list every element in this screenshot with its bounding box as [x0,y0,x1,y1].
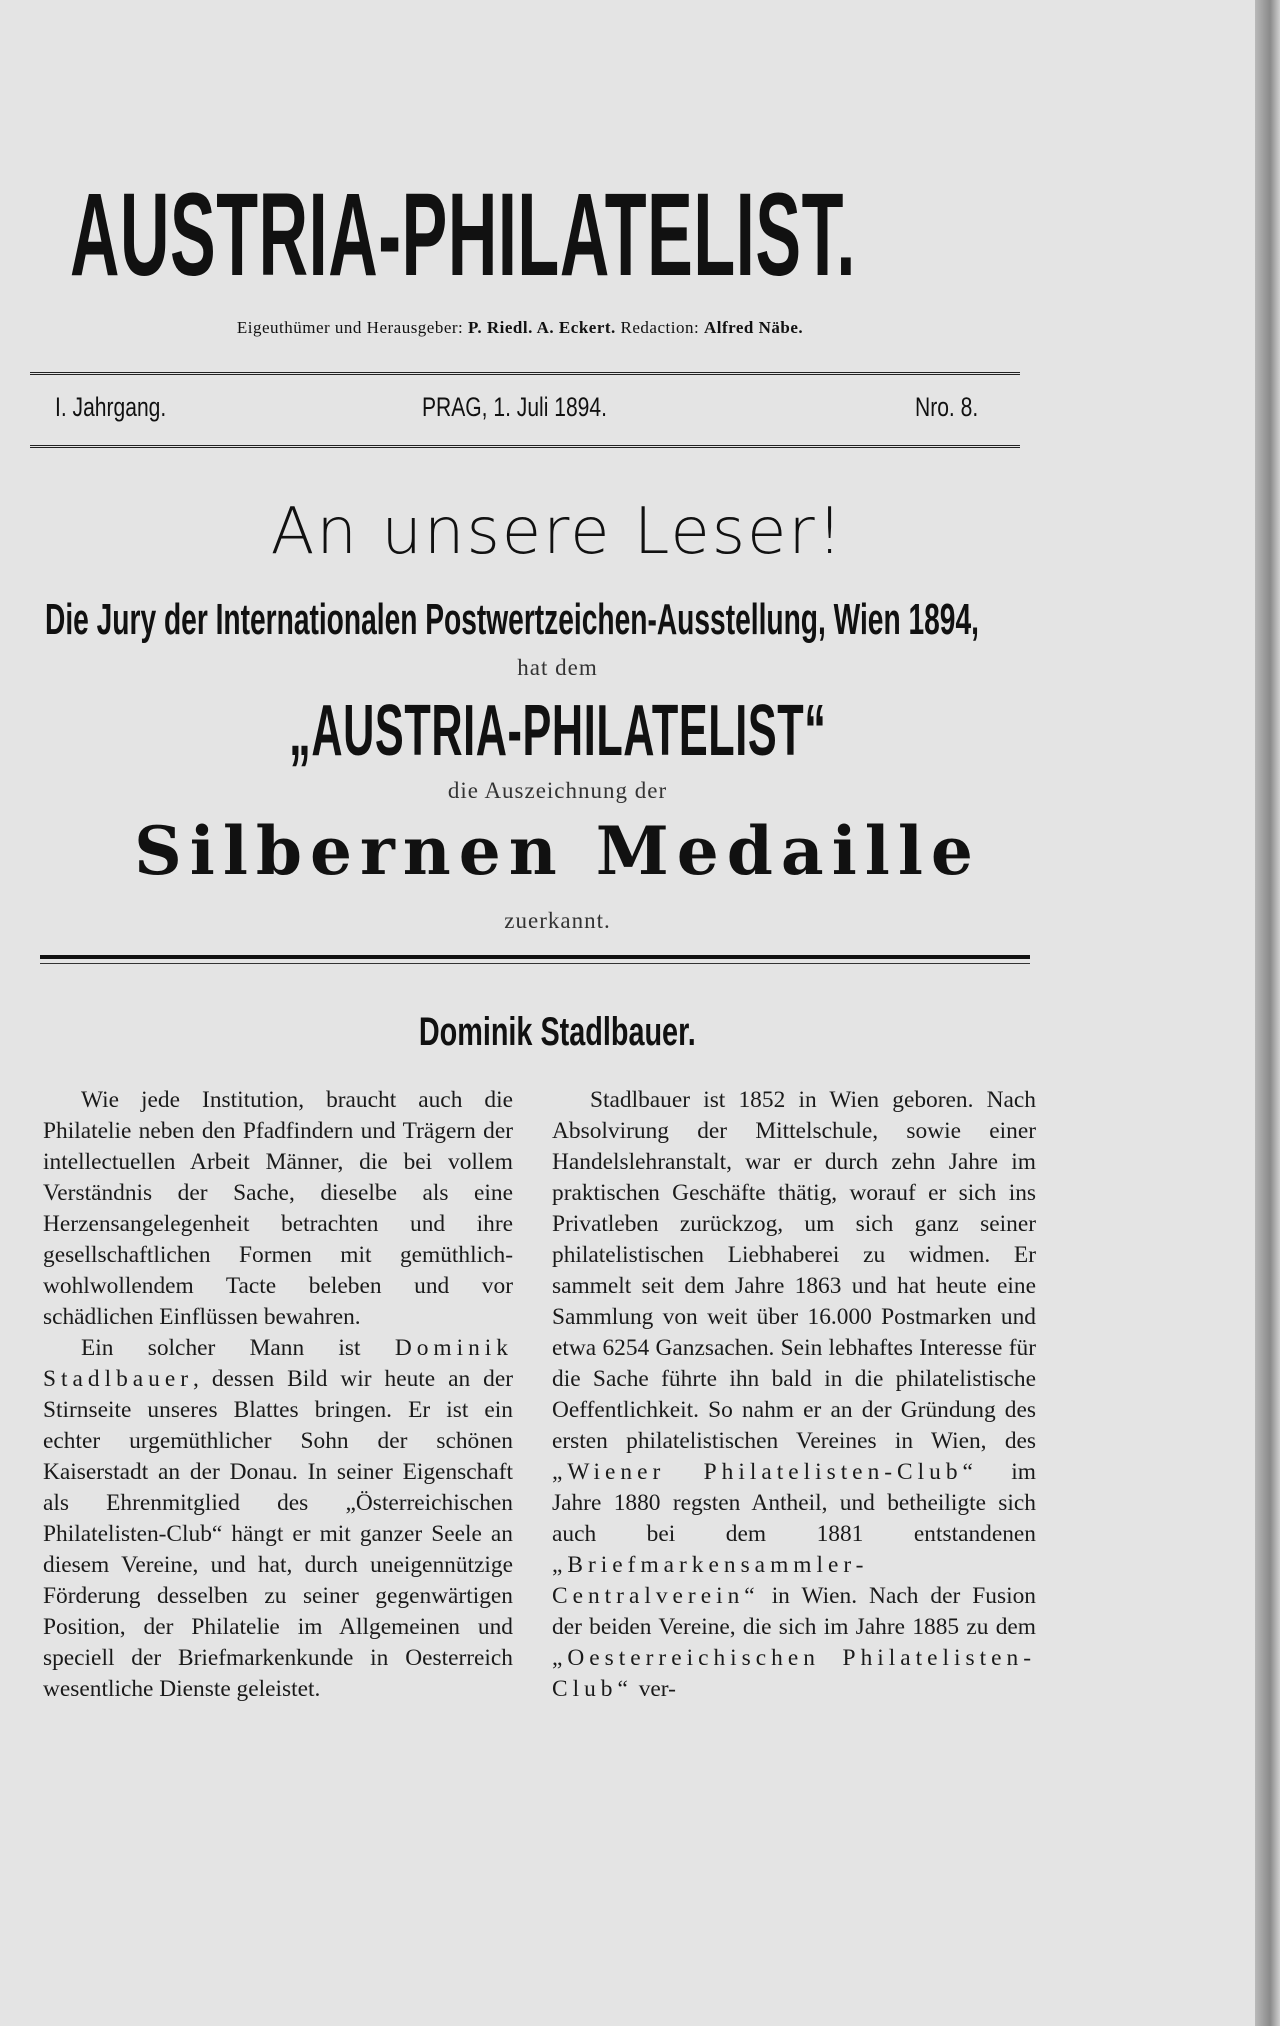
right-p1-c: in Wien. Nach der Fusion der beiden Vereine, die sich im Jahre 1885 zu dem [552,1583,1036,1640]
header-rule-top [30,372,1020,375]
masthead-title: AUSTRIA-PHILATELIST. [70,169,856,301]
owners-label: Eigeuthümer und Herausgeber: [236,318,464,337]
left-paragraph-1: Wie jede Institution, braucht auch die Philatelie neben den Pfadfindern und Trägern der intellectuellen Arbeit Männer, die bei vollem Verständnis der Sache, dieselbe als eine Herzensangelegenheit betrachten und ihre gesellschaftlichen Formen mit gemüthlich-wohlwollendem Tacte beleben und vor schädlichen Einflüssen bewahren. [43,1087,513,1330]
article-title [0,1010,1115,1055]
right-paragraph-1 [552,1085,1036,1705]
award-name: Silbernen Medaille [134,812,981,890]
announcement-rule [40,955,1030,959]
editor-name: Alfred Näbe. [703,318,804,337]
right-club-1: „Wiener Philatelisten-Club“ [552,1459,978,1485]
left-p2-name: Dominik Stadlbauer [43,1335,513,1392]
editor-label: Redaction: [620,318,700,337]
right-club-2: „Briefmarkensammler-Centralverein“ [552,1552,869,1609]
left-p2-rest: , dessen Bild wir heute an der Stirnseite unseres Blattes bringen. Er ist ein echter urgemüthlicher Sohn der schönen Kaiserstadt an der Donau. In seiner Eigenschaft als Ehrenmitglied des „Österreichischen Philatelisten-Club“ hängt er mit ganzer Seele an diesem Vereine, und hat, durch uneigennützige Förderung desselben zu seiner gegenwärtigen Position, der Philatelie im Allgemeinen und speciell der Briefmarkenkunde in Oesterreich wesentliche Dienste geleistet. [43,1366,513,1702]
article-left-column [43,1085,513,1705]
announcement-heading: An unsere Leser! [270,495,845,569]
right-p1-a: Stadlbauer ist 1852 in Wien geboren. Nach Absolvirung der Mittelschule, sowie einer Handelslehranstalt, war er durch zehn Jahre im praktischen Geschäfte thätig, worauf er sich ins Privatleben zurückzog, um sich ganz seiner philatelistischen Liebhaberei zu widmen. Er sammelt seit dem Jahre 1863 und hat heute eine Sammlung von weit über 16.000 Postmarken und etwa 6254 Ganzsachen. Sein lebhaftes Interesse für die Sache führte ihn bald in die philatelistische Oeffentlichkeit. So nahm er an der Gründung des ersten philatelistischen Vereines in Wien, des [552,1087,1036,1454]
announcement-jury-line: Die Jury der Internationalen Postwertzeichen-Ausstellung, Wien 1894, [45,595,979,644]
right-club-3: „Oesterreichischen Philatelisten-Club“ [552,1645,1036,1702]
announcement-rule-thin [40,963,1030,964]
owners-line [60,318,980,338]
article-title-text: Dominik Stadlbauer. [419,1010,696,1054]
owners-names: P. Riedl. A. Eckert. [468,318,616,337]
article-right-column [552,1085,1036,1705]
announcement-line3: die Auszeichnung der [447,778,668,803]
place-date: PRAG, 1. Juli 1894. [422,392,607,422]
page-edge-shadow [1255,0,1280,2026]
announcement-line2: hat dem [517,655,598,680]
left-paragraph-2 [43,1333,513,1705]
announcement-line4: zuerkannt. [504,908,611,933]
journal-name-text: „AUSTRIA-PHILATELIST“ [288,691,827,771]
issue-number: Nro. 8. [915,392,979,422]
issue-info-row [55,392,995,432]
right-p1-d: ver- [638,1676,676,1702]
announcement-journal-name [0,690,1115,772]
volume-label: I. Jahrgang. [55,392,167,422]
header-rule-bottom [30,445,1020,448]
right-p1-b: im Jahre 1880 regsten Antheil, und betheiligte sich auch bei dem 1881 entstandenen [552,1459,1036,1547]
left-p2-start: Ein solcher Mann ist [81,1335,361,1361]
